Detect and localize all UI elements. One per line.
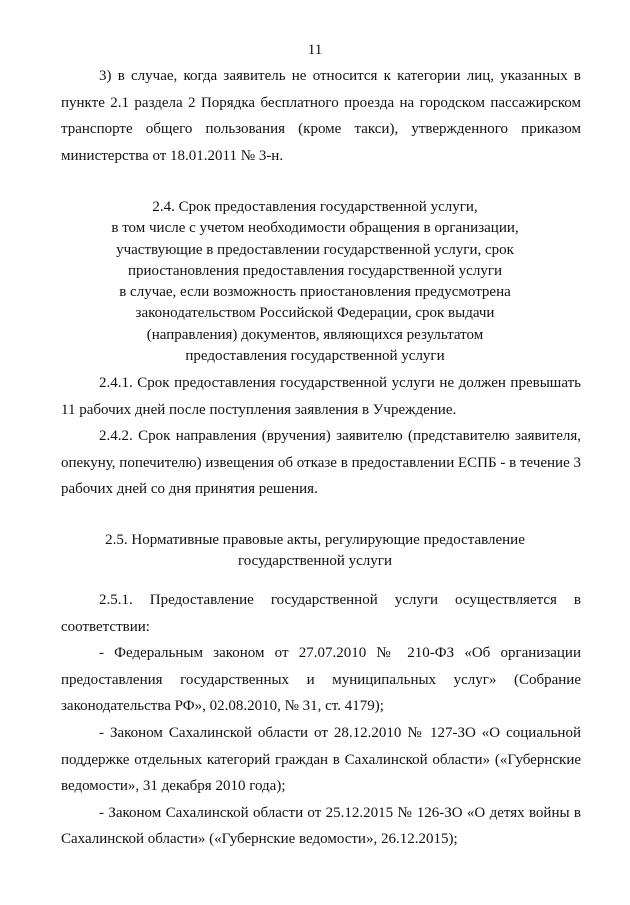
heading-2-4-line: в случае, если возможность приостановления предусмотрена [119, 284, 511, 301]
item-3-block [61, 63, 581, 169]
heading-2-4-line: предоставления государственной услуги [185, 348, 445, 365]
paragraph-2-4-2: 2.4.2. Срок направления (вручения) заявителю (представителю заявителя, опекуну, попечителю) извещения об отказе в предоставлении ЕСПБ - в течение 3 рабочих дней со дня принятия решения. [61, 428, 581, 498]
heading-2-4-line: (направления) документов, являющихся результатом [146, 326, 484, 343]
page-number: 11 [307, 42, 323, 58]
law-item-1: - Федеральным законом от 27.07.2010 № 210-ФЗ «Об организации предоставления государственных и муниципальных услуг» (Собрание законодательства РФ», 02.08.2010, № 31, ст. 4179); [61, 645, 581, 715]
item-3-paragraph: 3) в случае, когда заявитель не относится к категории лиц, указанных в пункте 2.1 раздела 2 Порядка бесплатного проезда на городском пассажирском транспорте общего пользования (кроме такси), утвержденного приказом министерства от 18.01.2011 № 3-н. [61, 68, 581, 164]
law-item-2: - Законом Сахалинской области от 28.12.2010 № 127-ЗО «О социальной поддержке отдельных категорий граждан в Сахалинской области» («Губернские ведомости», 31 декабря 2010 года); [61, 724, 581, 795]
section-2-5-heading [0, 530, 630, 573]
heading-2-4-line: законодательством Российской Федерации, срок выдачи [135, 305, 495, 322]
heading-2-5-line: 2.5. Нормативные правовые акты, регулирующие предоставление [105, 532, 525, 548]
section-2-5-body [61, 587, 581, 853]
section-2-4-body [61, 370, 581, 503]
heading-2-4-line: в том числе с учетом необходимости обращения в организации, [111, 220, 519, 237]
law-item-3: - Законом Сахалинской области от 25.12.2015 № 126-ЗО «О детях войны в Сахалинской области» («Губернские ведомости», 26.12.2015); [61, 804, 581, 848]
heading-2-4-line: 2.4. Срок предоставления государственной услуги, [152, 199, 478, 215]
heading-2-5-line: государственной услуги [238, 553, 392, 570]
section-2-4-heading [0, 197, 630, 367]
heading-2-4-line: приостановления предоставления государственной услуги [128, 262, 502, 279]
heading-2-4-line: участвующие в предоставлении государственной услуги, срок [116, 241, 514, 258]
paragraph-2-4-1: 2.4.1. Срок предоставления государственной услуги не должен превышать 11 рабочих дней после поступления заявления в Учреждение. [61, 375, 581, 418]
paragraph-2-5-1: 2.5.1. Предоставление государственной услуги осуществляется в соответствии: [61, 592, 581, 635]
